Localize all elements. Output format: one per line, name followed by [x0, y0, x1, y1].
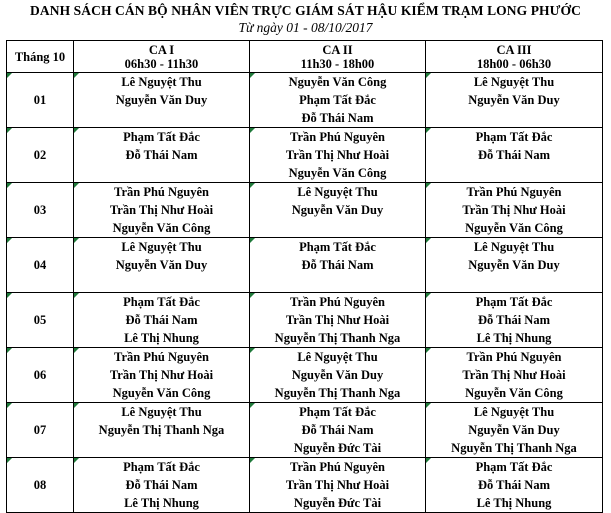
table-row: [7, 109, 603, 128]
staff-name-cell: Nguyễn Đức Tài: [250, 494, 426, 513]
staff-name-cell: Phạm Tất Đắc: [74, 293, 250, 312]
month-header: Tháng 10: [7, 41, 74, 73]
staff-name-cell: Phạm Tất Đắc: [74, 458, 250, 477]
staff-name-cell: Phạm Tất Đắc: [250, 238, 426, 257]
staff-name-cell: Nguyễn Văn Duy: [426, 421, 603, 439]
table-row: [7, 439, 603, 458]
staff-name-cell: Đỗ Thái Nam: [74, 476, 250, 494]
staff-name-cell: Phạm Tất Đắc: [426, 293, 603, 312]
table-row: [7, 311, 603, 329]
staff-name-cell: Đỗ Thái Nam: [74, 146, 250, 164]
staff-name-cell: [74, 109, 250, 128]
table-row: [7, 494, 603, 513]
staff-name-cell: Trần Thị Như Hoài: [250, 476, 426, 494]
staff-name-cell: Phạm Tất Đắc: [426, 458, 603, 477]
staff-name-cell: Trần Thị Như Hoài: [74, 201, 250, 219]
staff-name-cell: [426, 109, 603, 128]
day-cell: 06: [7, 348, 74, 403]
shift-header-2: [250, 41, 426, 73]
staff-name-cell: Trần Thị Như Hoài: [250, 311, 426, 329]
table-row: [7, 384, 603, 403]
shift-time: 18h00 - 06h30: [476, 56, 552, 71]
day-cell: 01: [7, 73, 74, 128]
staff-name-cell: Nguyễn Văn Công: [74, 384, 250, 403]
staff-name-cell: Đỗ Thái Nam: [250, 109, 426, 128]
staff-name-cell: Nguyễn Văn Duy: [426, 91, 603, 109]
table-row: [7, 458, 603, 477]
staff-name-cell: Nguyễn Thị Thanh Nga: [250, 384, 426, 403]
staff-name-cell: Lê Thị Nhung: [74, 494, 250, 513]
table-row: [7, 238, 603, 257]
staff-name-cell: Đỗ Thái Nam: [426, 476, 603, 494]
day-cell: 05: [7, 293, 74, 348]
staff-name-cell: Lê Nguyệt Thu: [74, 73, 250, 92]
staff-name-cell: Lê Nguyệt Thu: [74, 238, 250, 257]
shift-time: 11h30 - 18h00: [300, 56, 375, 71]
staff-name-cell: Trần Phú Nguyên: [426, 348, 603, 367]
day-cell: 08: [7, 458, 74, 513]
staff-name-cell: Đỗ Thái Nam: [250, 421, 426, 439]
staff-name-cell: Trần Thị Như Hoài: [426, 366, 603, 384]
staff-name-cell: Nguyễn Văn Công: [426, 219, 603, 238]
day-cell: 02: [7, 128, 74, 183]
staff-name-cell: Trần Phú Nguyên: [250, 458, 426, 477]
staff-name-cell: Nguyễn Thị Thanh Nga: [426, 439, 603, 458]
shift-header-1: [74, 41, 250, 73]
shift-header-3: [426, 41, 603, 73]
page-title: DANH SÁCH CÁN BỘ NHÂN VIÊN TRỰC GIÁM SÁT HẬU KIỂM TRẠM LONG PHƯỚC: [30, 3, 581, 18]
table-row: [7, 219, 603, 238]
day-cell: 04: [7, 238, 74, 293]
staff-name-cell: Trần Phú Nguyên: [426, 183, 603, 202]
shift-time: 06h30 - 11h30: [124, 56, 199, 71]
table-row: [7, 164, 603, 183]
staff-name-cell: Trần Phú Nguyên: [250, 293, 426, 312]
staff-name-cell: Trần Thị Như Hoài: [74, 366, 250, 384]
staff-name-cell: Nguyễn Thị Thanh Nga: [74, 421, 250, 439]
staff-name-cell: Đỗ Thái Nam: [426, 311, 603, 329]
staff-name-cell: Lê Thị Nhung: [426, 329, 603, 348]
table-row: [7, 348, 603, 367]
staff-name-cell: Nguyễn Văn Công: [426, 384, 603, 403]
staff-name-cell: [74, 274, 250, 293]
staff-name-cell: [426, 164, 603, 183]
staff-name-cell: Đỗ Thái Nam: [74, 311, 250, 329]
header-row: [7, 41, 603, 73]
staff-name-cell: [74, 439, 250, 458]
duty-roster-table: [6, 40, 603, 513]
staff-name-cell: Nguyễn Văn Duy: [74, 256, 250, 274]
staff-name-cell: Lê Nguyệt Thu: [426, 238, 603, 257]
staff-name-cell: Nguyễn Đức Tài: [250, 439, 426, 458]
staff-name-cell: Trần Phú Nguyên: [74, 183, 250, 202]
staff-name-cell: [74, 164, 250, 183]
staff-name-cell: [250, 274, 426, 293]
staff-name-cell: Lê Nguyệt Thu: [426, 73, 603, 92]
staff-name-cell: Phạm Tất Đắc: [426, 128, 603, 147]
table-row: [7, 183, 603, 202]
staff-name-cell: Nguyễn Văn Công: [250, 73, 426, 92]
staff-name-cell: Trần Phú Nguyên: [74, 348, 250, 367]
staff-name-cell: Lê Thị Nhung: [426, 494, 603, 513]
staff-name-cell: Lê Nguyệt Thu: [426, 403, 603, 422]
staff-name-cell: Nguyễn Văn Công: [250, 164, 426, 183]
table-row: [7, 293, 603, 312]
date-range-subtitle: Từ ngày 01 - 08/10/2017: [238, 20, 373, 35]
table-row: [7, 91, 603, 109]
staff-name-cell: [426, 274, 603, 293]
staff-name-cell: Lê Nguyệt Thu: [250, 183, 426, 202]
staff-name-cell: [250, 219, 426, 238]
table-row: [7, 421, 603, 439]
staff-name-cell: Nguyễn Văn Duy: [250, 366, 426, 384]
table-row: [7, 274, 603, 293]
table-row: [7, 366, 603, 384]
shift-name: CA II: [322, 42, 353, 57]
staff-name-cell: Nguyễn Văn Duy: [426, 256, 603, 274]
staff-name-cell: Nguyễn Văn Duy: [74, 91, 250, 109]
table-row: [7, 329, 603, 348]
staff-name-cell: Nguyễn Văn Công: [74, 219, 250, 238]
staff-name-cell: Đỗ Thái Nam: [426, 146, 603, 164]
table-row: [7, 128, 603, 147]
table-row: [7, 256, 603, 274]
staff-name-cell: Trần Phú Nguyên: [250, 128, 426, 147]
roster-body: [7, 73, 603, 513]
staff-name-cell: Lê Nguyệt Thu: [250, 348, 426, 367]
staff-name-cell: Đỗ Thái Nam: [250, 256, 426, 274]
staff-name-cell: Phạm Tất Đắc: [250, 91, 426, 109]
table-row: [7, 476, 603, 494]
shift-name: CA I: [148, 42, 175, 57]
table-row: [7, 403, 603, 422]
staff-name-cell: Phạm Tất Đắc: [74, 128, 250, 147]
table-row: [7, 146, 603, 164]
staff-name-cell: Phạm Tất Đắc: [250, 403, 426, 422]
shift-name: CA III: [496, 42, 532, 57]
staff-name-cell: Lê Thị Nhung: [74, 329, 250, 348]
staff-name-cell: Trần Thị Như Hoài: [426, 201, 603, 219]
staff-name-cell: Trần Thị Như Hoài: [250, 146, 426, 164]
day-cell: 07: [7, 403, 74, 458]
table-row: [7, 201, 603, 219]
staff-name-cell: Nguyễn Thị Thanh Nga: [250, 329, 426, 348]
table-row: [7, 73, 603, 92]
staff-name-cell: Nguyễn Văn Duy: [250, 201, 426, 219]
day-cell: 03: [7, 183, 74, 238]
staff-name-cell: Lê Nguyệt Thu: [74, 403, 250, 422]
